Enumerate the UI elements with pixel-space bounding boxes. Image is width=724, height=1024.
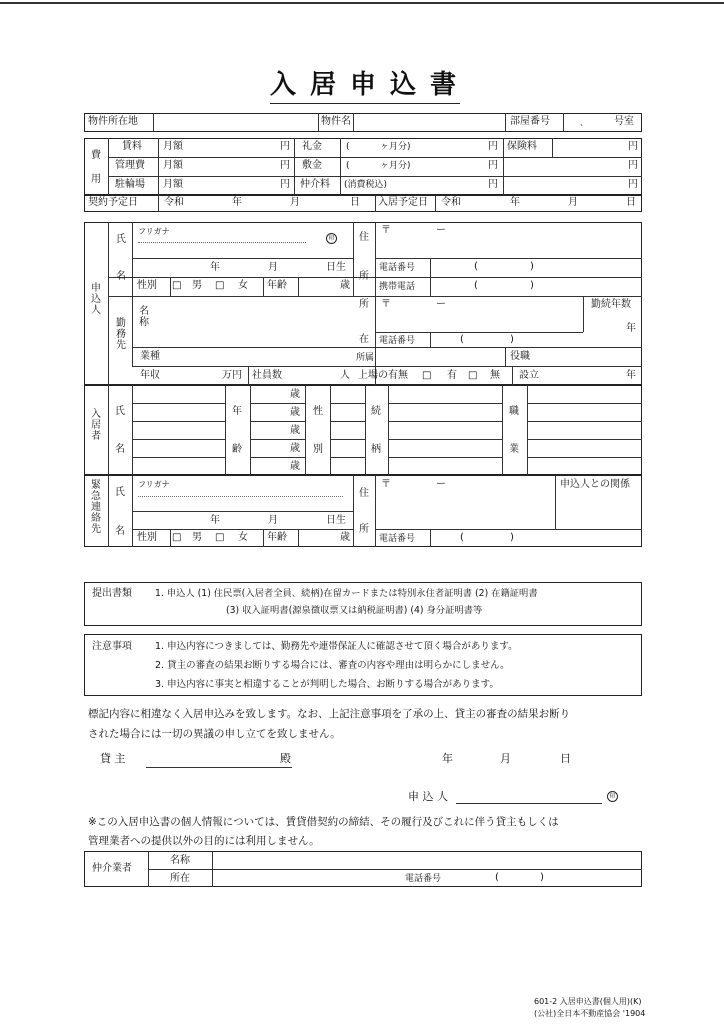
- move-in-date-label: 入居予定日: [378, 197, 428, 208]
- male-checkbox[interactable]: □: [172, 280, 182, 291]
- listed-yes-checkbox[interactable]: □: [422, 370, 432, 381]
- applicant-name-field[interactable]: [138, 242, 318, 256]
- notes-label: 注意事項: [92, 641, 132, 652]
- workplace-name-field[interactable]: [155, 300, 350, 344]
- room-unit: 号室: [614, 116, 634, 127]
- broker-fee-label: 仲介料: [300, 179, 330, 190]
- title-underline: [270, 103, 460, 104]
- seal-icon: 印: [607, 791, 618, 802]
- agent-name-field[interactable]: [215, 853, 635, 867]
- rent-field[interactable]: [190, 140, 280, 155]
- form-code: 601-2 入居申込書(個人用)(K): [534, 997, 642, 1006]
- property-address-label: 物件所在地: [88, 116, 138, 127]
- applicant-address-field[interactable]: [380, 238, 638, 256]
- relation-label: 申込人との関係: [560, 479, 630, 490]
- lessor-label: 貸 主: [100, 752, 126, 765]
- applicant-sign-field[interactable]: [458, 788, 588, 802]
- declaration-text: 標記内容に相違なく入居申込みを致します。なお、上記注意事項を了承の上、貸主の審査の結果お断り: [88, 708, 571, 720]
- property-name-field[interactable]: [356, 114, 502, 130]
- emergency-side-label: 緊急連絡先: [91, 480, 101, 535]
- workplace-label: 勤務先: [116, 318, 126, 351]
- residents-side-label: 入居者: [91, 409, 101, 442]
- agent-label: 仲介業者: [92, 863, 132, 874]
- resident-name-field[interactable]: [134, 387, 223, 401]
- em-male-checkbox[interactable]: □: [172, 532, 182, 543]
- insurance-label: 保険料: [507, 141, 537, 152]
- contract-date-label: 契約予定日: [88, 197, 138, 208]
- em-female-checkbox[interactable]: □: [215, 532, 225, 543]
- privacy-note: ※この入居申込書の個人情報については、賃貸借契約の締結、その履行及びこれに伴う貸主もしくは: [88, 816, 559, 828]
- seal-icon: 印: [326, 233, 337, 244]
- deposit-label: 敷金: [302, 160, 322, 171]
- applicant-side-label: 申込人: [91, 283, 101, 316]
- applicant-sign-label: 申 込 人: [408, 790, 448, 803]
- publisher: (公社)全日本不動産協会 '1904: [534, 1009, 646, 1018]
- documents-label: 提出書類: [92, 588, 132, 599]
- property-name-label: 物件名: [321, 116, 351, 127]
- female-checkbox[interactable]: □: [215, 280, 225, 291]
- top-edge: [0, 2, 724, 4]
- listed-no-checkbox[interactable]: □: [468, 370, 478, 381]
- property-address-field[interactable]: [155, 114, 315, 130]
- page-title: 入居申込書: [270, 70, 471, 100]
- lessor-field[interactable]: [146, 750, 276, 766]
- years-employed-label: 勤続年数: [591, 299, 631, 310]
- key-money-label: 礼金: [302, 141, 322, 152]
- industry-field[interactable]: [165, 349, 350, 364]
- emergency-name-field[interactable]: [138, 496, 348, 510]
- parking-label: 駐輪場: [115, 179, 145, 190]
- rent-label: 賃料: [122, 141, 142, 152]
- mgmt-fee-label: 管理費: [115, 160, 145, 171]
- room-number-label: 部屋番号: [510, 116, 550, 127]
